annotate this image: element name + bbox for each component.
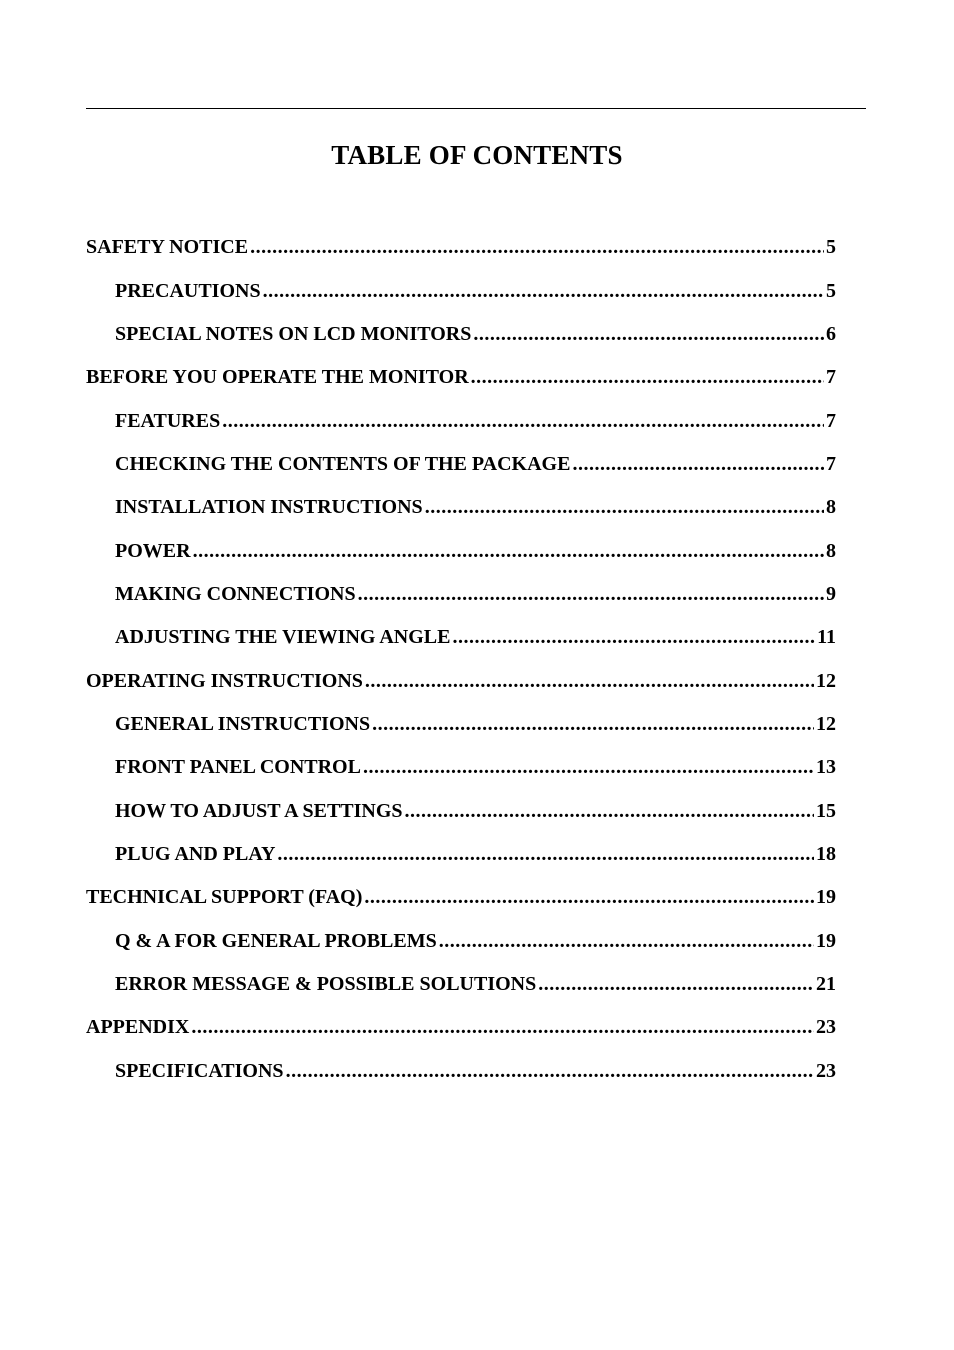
toc-entry[interactable] bbox=[86, 573, 836, 616]
toc-entry-page: 23 bbox=[816, 1016, 836, 1039]
toc-entry-page: 7 bbox=[826, 409, 836, 432]
toc-entry-page: 8 bbox=[826, 539, 836, 562]
toc-entry-page: 11 bbox=[817, 626, 836, 649]
toc-entry[interactable] bbox=[86, 616, 836, 659]
toc-entry[interactable] bbox=[86, 226, 836, 269]
toc-entry[interactable] bbox=[86, 876, 836, 919]
toc-entry[interactable] bbox=[86, 963, 836, 1006]
dot-leader bbox=[263, 280, 824, 303]
toc-entry[interactable] bbox=[86, 486, 836, 529]
toc-entry-label: SAFETY NOTICE bbox=[86, 236, 249, 259]
dot-leader bbox=[250, 236, 824, 259]
dot-leader bbox=[363, 756, 814, 779]
toc-entry-page: 7 bbox=[826, 366, 836, 389]
toc-entry[interactable] bbox=[86, 313, 836, 356]
toc-entry-label: MAKING CONNECTIONS bbox=[115, 582, 356, 605]
dot-leader bbox=[191, 1016, 814, 1039]
toc-entry-page: 21 bbox=[816, 973, 836, 996]
toc-entry-page: 13 bbox=[816, 756, 836, 779]
toc-entry-page: 19 bbox=[816, 886, 836, 909]
toc-entry[interactable] bbox=[86, 399, 836, 442]
toc-entry-label: FRONT PANEL CONTROL bbox=[115, 756, 361, 779]
toc-entry-page: 6 bbox=[826, 322, 836, 345]
toc-entry-label: PLUG AND PLAY bbox=[115, 842, 276, 865]
toc-entry-label: TECHNICAL SUPPORT (FAQ) bbox=[86, 886, 363, 909]
toc-entry-page: 19 bbox=[816, 929, 836, 952]
toc-entry-label: SPECIAL NOTES ON LCD MONITORS bbox=[115, 322, 472, 345]
toc-entry-label: Q & A FOR GENERAL PROBLEMS bbox=[115, 929, 437, 952]
toc-entry-label: ERROR MESSAGE & POSSIBLE SOLUTIONS bbox=[115, 973, 537, 996]
dot-leader bbox=[358, 583, 824, 606]
toc-entry-label: FEATURES bbox=[115, 409, 221, 432]
dot-leader bbox=[572, 453, 824, 476]
dot-leader bbox=[473, 323, 824, 346]
toc-entry-label: CHECKING THE CONTENTS OF THE PACKAGE bbox=[115, 452, 571, 475]
toc-entry-label: APPENDIX bbox=[86, 1016, 190, 1039]
page-title: TABLE OF CONTENTS bbox=[331, 140, 623, 170]
toc-entry[interactable] bbox=[86, 529, 836, 572]
toc-entry-page: 8 bbox=[826, 496, 836, 519]
toc-entry[interactable] bbox=[86, 356, 836, 399]
toc-entry[interactable] bbox=[86, 443, 836, 486]
toc-entry-page: 7 bbox=[826, 452, 836, 475]
toc-entry-page: 12 bbox=[816, 712, 836, 735]
toc-entry[interactable] bbox=[86, 269, 836, 312]
dot-leader bbox=[372, 713, 814, 736]
toc-entry-page: 23 bbox=[816, 1059, 836, 1082]
toc-entry-label: INSTALLATION INSTRUCTIONS bbox=[115, 496, 423, 519]
toc-list bbox=[86, 226, 836, 1093]
toc-entry[interactable] bbox=[86, 1050, 836, 1093]
toc-entry[interactable] bbox=[86, 789, 836, 832]
dot-leader bbox=[222, 410, 824, 433]
toc-entry-label: SPECIFICATIONS bbox=[115, 1059, 284, 1082]
toc-entry-page: 15 bbox=[816, 799, 836, 822]
dot-leader bbox=[365, 670, 814, 693]
toc-entry-page: 12 bbox=[816, 669, 836, 692]
header-rule bbox=[86, 108, 866, 109]
dot-leader bbox=[405, 800, 814, 823]
toc-entry-page: 9 bbox=[826, 582, 836, 605]
dot-leader bbox=[193, 540, 824, 563]
dot-leader bbox=[364, 886, 814, 909]
toc-entry-label: BEFORE YOU OPERATE THE MONITOR bbox=[86, 366, 469, 389]
toc-entry-label: PRECAUTIONS bbox=[115, 279, 261, 302]
toc-entry-label: ADJUSTING THE VIEWING ANGLE bbox=[115, 626, 451, 649]
dot-leader bbox=[538, 973, 814, 996]
toc-entry[interactable] bbox=[86, 1006, 836, 1049]
toc-entry[interactable] bbox=[86, 703, 836, 746]
toc-entry-page: 5 bbox=[826, 236, 836, 259]
dot-leader bbox=[277, 843, 814, 866]
toc-entry-page: 18 bbox=[816, 842, 836, 865]
dot-leader bbox=[471, 366, 824, 389]
toc-entry[interactable] bbox=[86, 833, 836, 876]
toc-entry[interactable] bbox=[86, 920, 836, 963]
dot-leader bbox=[439, 930, 814, 953]
toc-entry-page: 5 bbox=[826, 279, 836, 302]
toc-entry[interactable] bbox=[86, 659, 836, 702]
dot-leader bbox=[425, 496, 824, 519]
toc-entry-label: HOW TO ADJUST A SETTINGS bbox=[115, 799, 403, 822]
dot-leader bbox=[452, 626, 815, 649]
toc-entry[interactable] bbox=[86, 746, 836, 789]
dot-leader bbox=[286, 1060, 814, 1083]
toc-entry-label: GENERAL INSTRUCTIONS bbox=[115, 712, 371, 735]
toc-entry-label: OPERATING INSTRUCTIONS bbox=[86, 669, 363, 692]
toc-entry-label: POWER bbox=[115, 539, 191, 562]
